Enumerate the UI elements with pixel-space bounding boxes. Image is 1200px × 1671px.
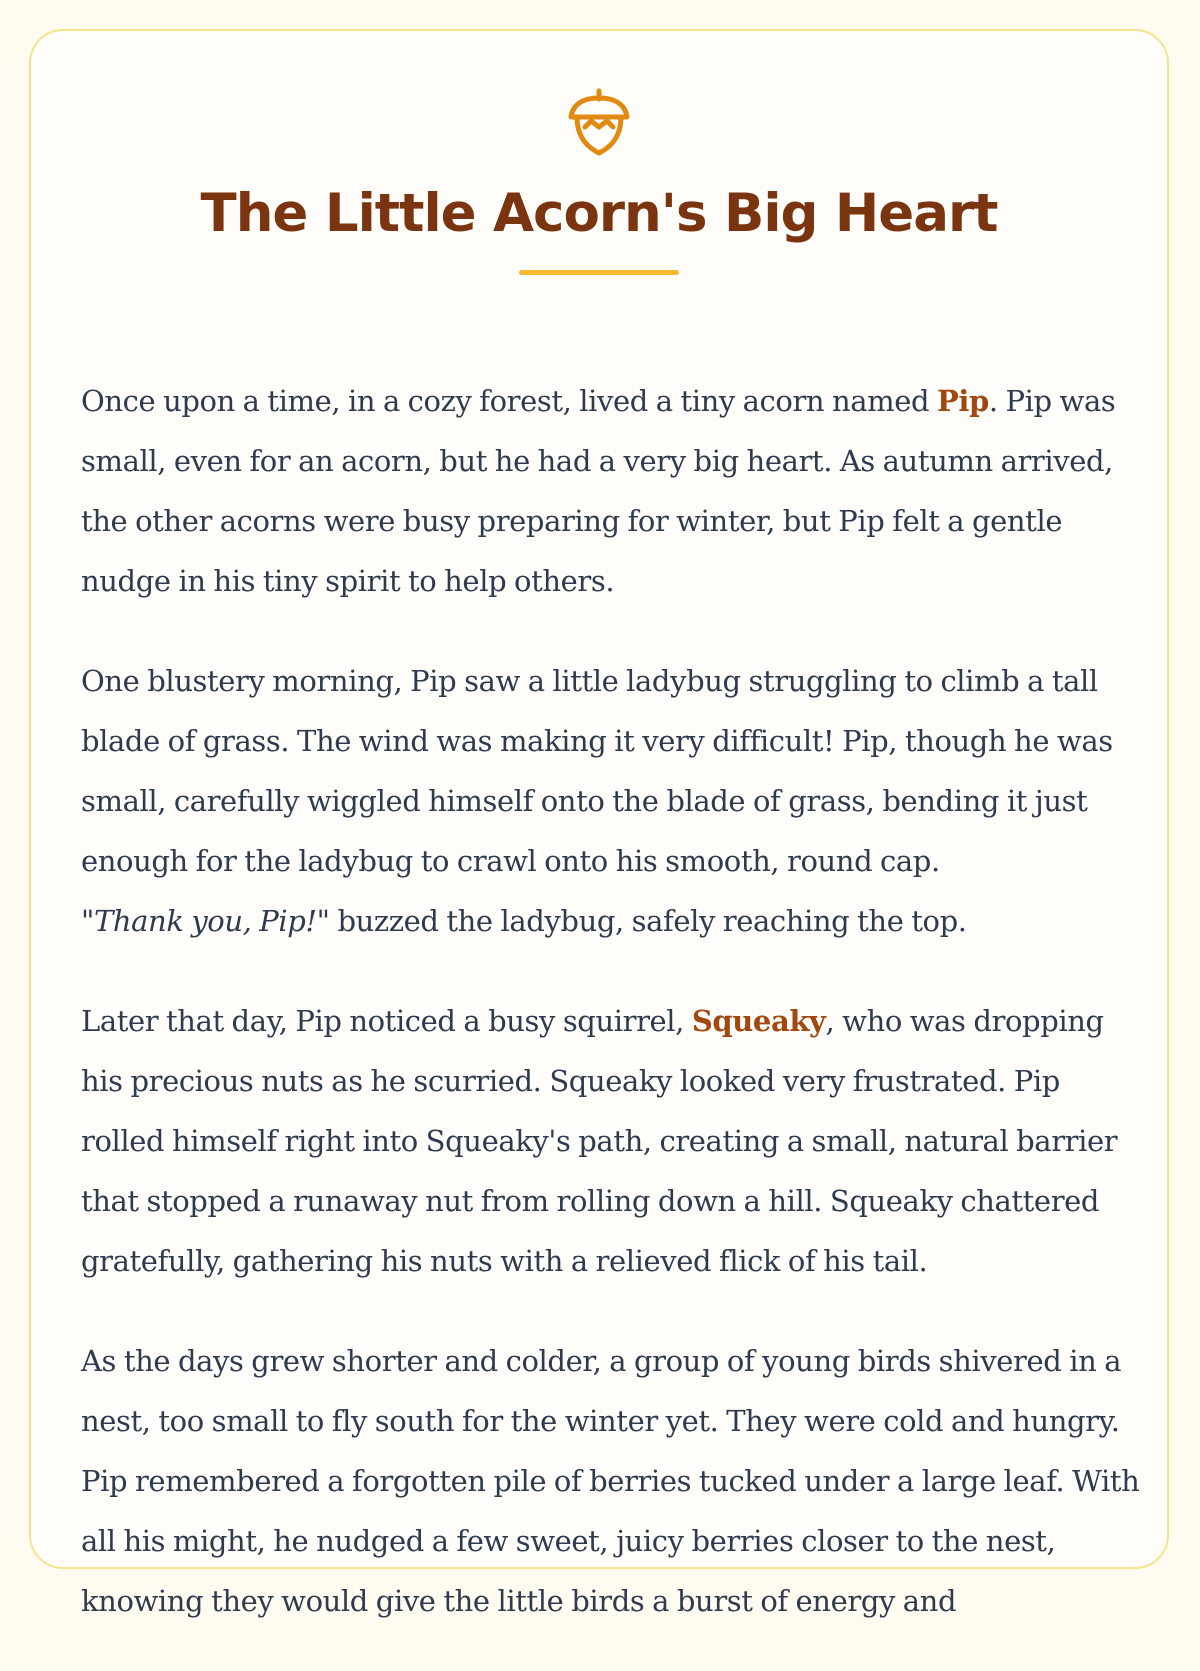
paragraph-1-text-end: . Pip was small, even for an acorn, but he had a very big heart. As autumn arrived, the other acorns were busy preparing for winter, but Pip felt a gentle nudge in his tiny spirit to help others. xyxy=(81,384,1116,598)
paragraph-3-text-start: Later that day, Pip noticed a busy squirrel, xyxy=(81,1004,692,1038)
ladybug-quote: "Thank you, Pip!" xyxy=(81,904,330,938)
paragraph-1-text-start: Once upon a time, in a cozy forest, lived a tiny acorn named xyxy=(81,384,938,418)
paragraph-4 xyxy=(81,1331,1141,1631)
character-name-pip: Pip xyxy=(937,384,989,418)
paragraph-2-text: One blustery morning, Pip saw a little ladybug struggling to climb a tall blade of grass. The wind was making it very difficult! Pip, though he was small, carefully wiggled himself onto the blade of grass, bending it just enough for the ladybug to crawl onto his smooth, round cap. xyxy=(81,664,1113,878)
paragraph-1 xyxy=(81,371,1141,611)
story-title: The Little Acorn's Big Heart xyxy=(200,183,998,244)
paragraph-3-text-end: , who was dropping his precious nuts as he scurried. Squeaky looked very frustrated. Pip rolled himself right into Squeaky's path, creating a small, natural barrier that stopped a runaway nut from rolling down a hill. Squeaky chattered gratefully, gathering his nuts with a relieved flick of his tail. xyxy=(81,1004,1118,1278)
story-header xyxy=(31,31,1167,275)
character-name-squeaky: Squeaky xyxy=(691,1004,826,1038)
paragraph-2 xyxy=(81,651,1141,951)
story-body xyxy=(81,371,1141,1671)
acorn-icon xyxy=(561,83,637,159)
story-card xyxy=(29,29,1169,1618)
paragraph-3 xyxy=(81,991,1141,1291)
paragraph-4-text: As the days grew shorter and colder, a group of young birds shivered in a nest, too small to fly south for the winter yet. They were cold and hungry. Pip remembered a forgotten pile of berries tucked under a large leaf. With all his might, he nudged a few sweet, juicy berries closer to the nest, knowing they would give the little birds a burst of energy and xyxy=(81,1344,1140,1618)
title-divider xyxy=(519,270,679,275)
paragraph-2-text-end: buzzed the ladybug, safely reaching the top. xyxy=(329,904,967,938)
